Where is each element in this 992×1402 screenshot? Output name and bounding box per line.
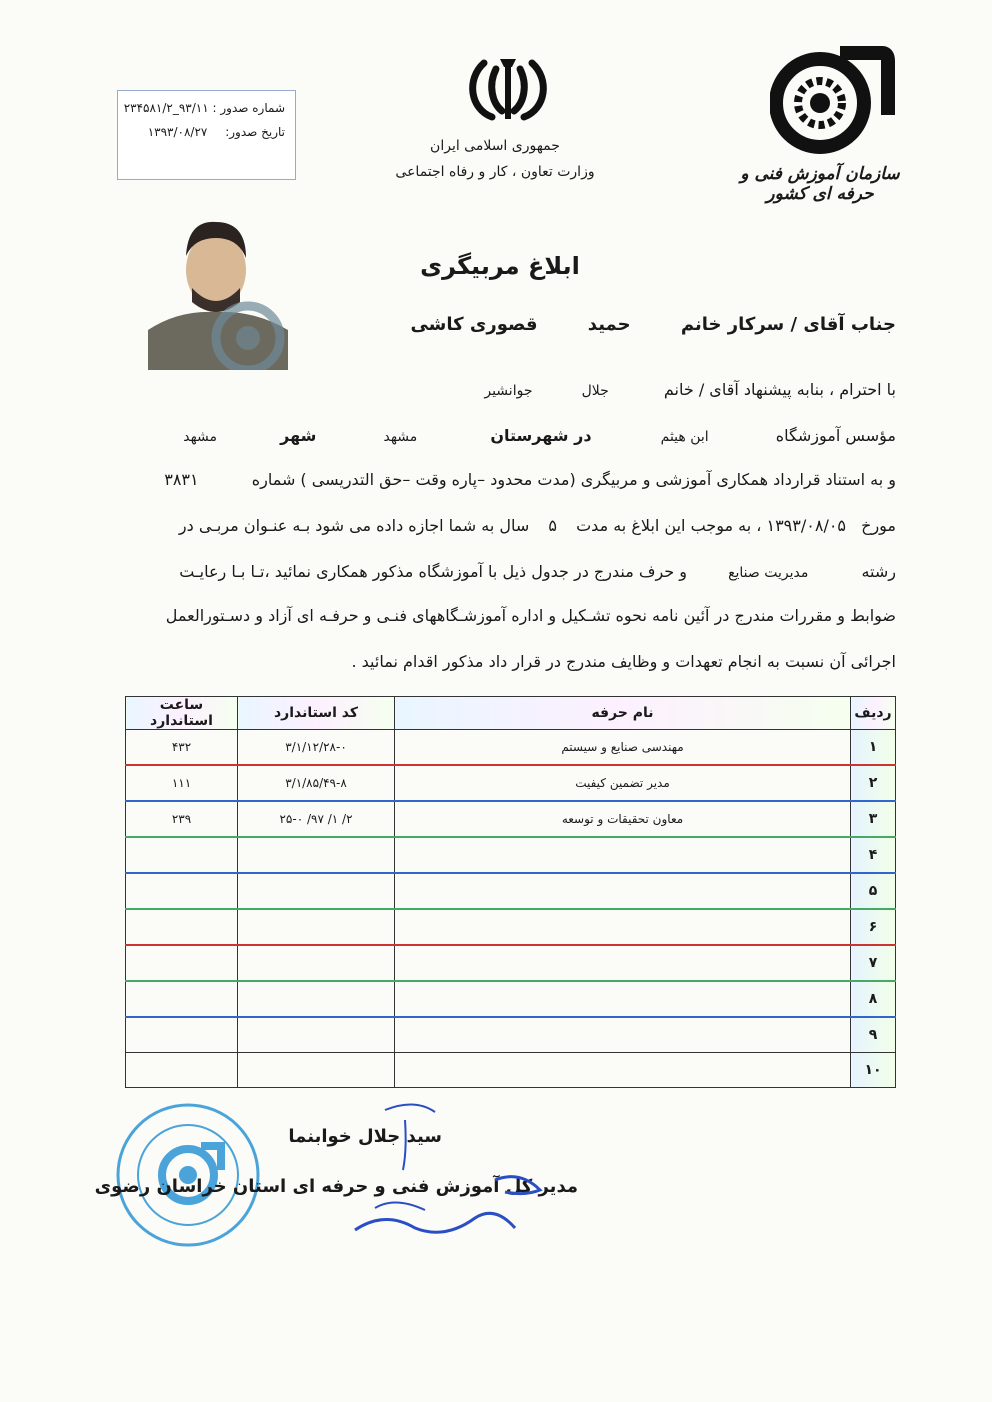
- standard-code: [238, 981, 395, 1017]
- table-row: [126, 909, 896, 945]
- trade-name: [395, 945, 851, 981]
- standard-code: ۳/۱/۱۲/۲۸-۰: [238, 730, 395, 766]
- handwritten-signature-icon: [345, 1100, 585, 1250]
- trade-name: [395, 981, 851, 1017]
- table-row: [126, 1017, 896, 1053]
- row-number: ۳: [851, 801, 896, 837]
- proposal-line: [484, 380, 896, 399]
- recipient-line: [410, 314, 896, 335]
- table-row: [126, 873, 896, 909]
- trade-name: [395, 873, 851, 909]
- standard-hours: [126, 945, 238, 981]
- applicant-photo: [148, 210, 288, 370]
- standard-code: [238, 945, 395, 981]
- trade-name: [395, 909, 851, 945]
- table-row: [126, 765, 896, 801]
- issue-number-label: شماره صدور :: [212, 101, 285, 115]
- standard-hours: [126, 909, 238, 945]
- standard-hours: [126, 1017, 238, 1053]
- standard-code: ۲/ ۱/ ۹۷/ ۲۵-۰: [238, 801, 395, 837]
- row-number: ۲: [851, 765, 896, 801]
- salutation: جناب آقای / سرکار خانم: [680, 314, 896, 335]
- trade-name: [395, 837, 851, 873]
- standard-code: [238, 1017, 395, 1053]
- republic-title: جمهوری اسلامی ایران: [430, 138, 560, 154]
- field-value: مدیریت صنایع: [728, 565, 809, 581]
- issue-number-row: [124, 101, 285, 115]
- recipient-last-name: قصوری کاشی: [410, 314, 538, 335]
- institute-line: [183, 426, 896, 445]
- duration-text-1: ، به موجب این ابلاغ به مدت: [576, 516, 762, 535]
- field-label: رشته: [861, 562, 896, 581]
- standard-hours: ۴۳۲: [126, 730, 238, 766]
- table-row: [126, 945, 896, 981]
- issue-date: ۱۳۹۳/۰۸/۲۷: [147, 125, 208, 139]
- city-name: مشهد: [183, 429, 218, 445]
- trades-table: [125, 696, 896, 1088]
- issue-date-row: [148, 125, 285, 139]
- signatory-name: سید جلال خوابنما: [288, 1126, 442, 1147]
- official-seal-icon: [113, 1100, 263, 1250]
- final-line: اجرائی آن نسبت به انجام تعهدات و وظایف مندرج در قرار داد مذکور اقدام نمائید .: [351, 652, 896, 671]
- table-row: [126, 981, 896, 1017]
- header-trade-name: نام حرفه: [395, 697, 851, 730]
- trade-name: معاون تحقیقات و توسعه: [395, 801, 851, 837]
- county-label: در شهرستان: [490, 426, 592, 445]
- standard-hours: [126, 1053, 238, 1088]
- row-number: ۴: [851, 837, 896, 873]
- dated-value: ۱۳۹۳/۰۸/۰۵: [766, 516, 847, 535]
- trade-name: [395, 1053, 851, 1088]
- respect-text: با احترام ، بنابه پیشنهاد آقای / خانم: [663, 380, 896, 399]
- proposer-last-name: جوانشیر: [484, 383, 533, 399]
- row-number: ۶: [851, 909, 896, 945]
- iran-emblem-icon: [462, 55, 554, 123]
- contract-number: ۳۸۳۱: [164, 470, 199, 489]
- contract-text: و به استناد قرارداد همکاری آموزشی و مربیگری (مدت محدود –پاره وقت –حق التدریسی ) شماره: [251, 470, 896, 489]
- standard-hours: [126, 837, 238, 873]
- duration-line: [179, 516, 896, 535]
- table-header-row: [126, 697, 896, 730]
- rules-line: ضوابط و مقررات مندرج در آئین نامه نحوه تشـکیل و اداره آموزشـگاههای فنـی و حرفـه ای آزاد و دسـتورالعمل: [165, 606, 896, 625]
- contract-line: [164, 470, 896, 489]
- standard-hours: ۱۱۱: [126, 765, 238, 801]
- proposer-first-name: جلال: [581, 383, 609, 399]
- standard-hours: [126, 981, 238, 1017]
- trade-name: [395, 1017, 851, 1053]
- organization-name: سازمان آموزش فنی و حرفه ای کشور: [740, 164, 900, 204]
- dated-label: مورخ: [861, 516, 896, 535]
- table-row: [126, 730, 896, 766]
- standard-code: [238, 873, 395, 909]
- table-row: [126, 801, 896, 837]
- field-line: [179, 562, 896, 581]
- institute-name: ابن هیثم: [660, 429, 709, 445]
- standard-code: [238, 837, 395, 873]
- institute-label: مؤسس آموزشگاه: [775, 426, 896, 445]
- issue-date-label: تاریخ صدور:: [225, 125, 285, 139]
- standard-code: ۳/۱/۸۵/۴۹-۸: [238, 765, 395, 801]
- duration-text-2: سال به شما اجازه داده می شود بـه عنـوان مربـی در: [178, 516, 530, 535]
- ministry-title: وزارت تعاون ، کار و رفاه اجتماعی: [395, 164, 595, 180]
- standard-hours: ۲۳۹: [126, 801, 238, 837]
- signatory-title: مدیر کل آموزش فنی و حرفه ای استان خراسان رضوی: [94, 1176, 578, 1197]
- table-row: [126, 837, 896, 873]
- recipient-first-name: حمید: [587, 314, 631, 335]
- row-number: ۸: [851, 981, 896, 1017]
- trade-name: مهندسی صنایع و سیستم: [395, 730, 851, 766]
- standard-code: [238, 909, 395, 945]
- row-number: ۱۰: [851, 1053, 896, 1088]
- standard-code: [238, 1053, 395, 1088]
- tvto-logo-icon: [770, 45, 895, 170]
- row-number: ۷: [851, 945, 896, 981]
- field-text: و حرف مندرج در جدول ذیل با آموزشگاه مذکور همکاری نمائید ،تـا بـا رعایـت: [179, 562, 687, 581]
- header-standard-hours: ساعت استاندارد: [126, 697, 238, 730]
- standard-hours: [126, 873, 238, 909]
- issue-info-box: [117, 90, 296, 180]
- duration-value: ۵: [548, 516, 558, 535]
- header-standard-code: کد استاندارد: [238, 697, 395, 730]
- row-number: ۵: [851, 873, 896, 909]
- document-title: ابلاغ مربیگری: [420, 252, 580, 280]
- issue-number: ۹۳/۱۱_۲۳۴۵۸۱/۲: [123, 101, 209, 115]
- header-row-number: ردیف: [851, 697, 896, 730]
- city-label: شهر: [280, 426, 317, 445]
- row-number: ۹: [851, 1017, 896, 1053]
- table-row: [126, 1053, 896, 1088]
- trade-name: مدیر تضمین کیفیت: [395, 765, 851, 801]
- county-name: مشهد: [383, 429, 418, 445]
- row-number: ۱: [851, 730, 896, 766]
